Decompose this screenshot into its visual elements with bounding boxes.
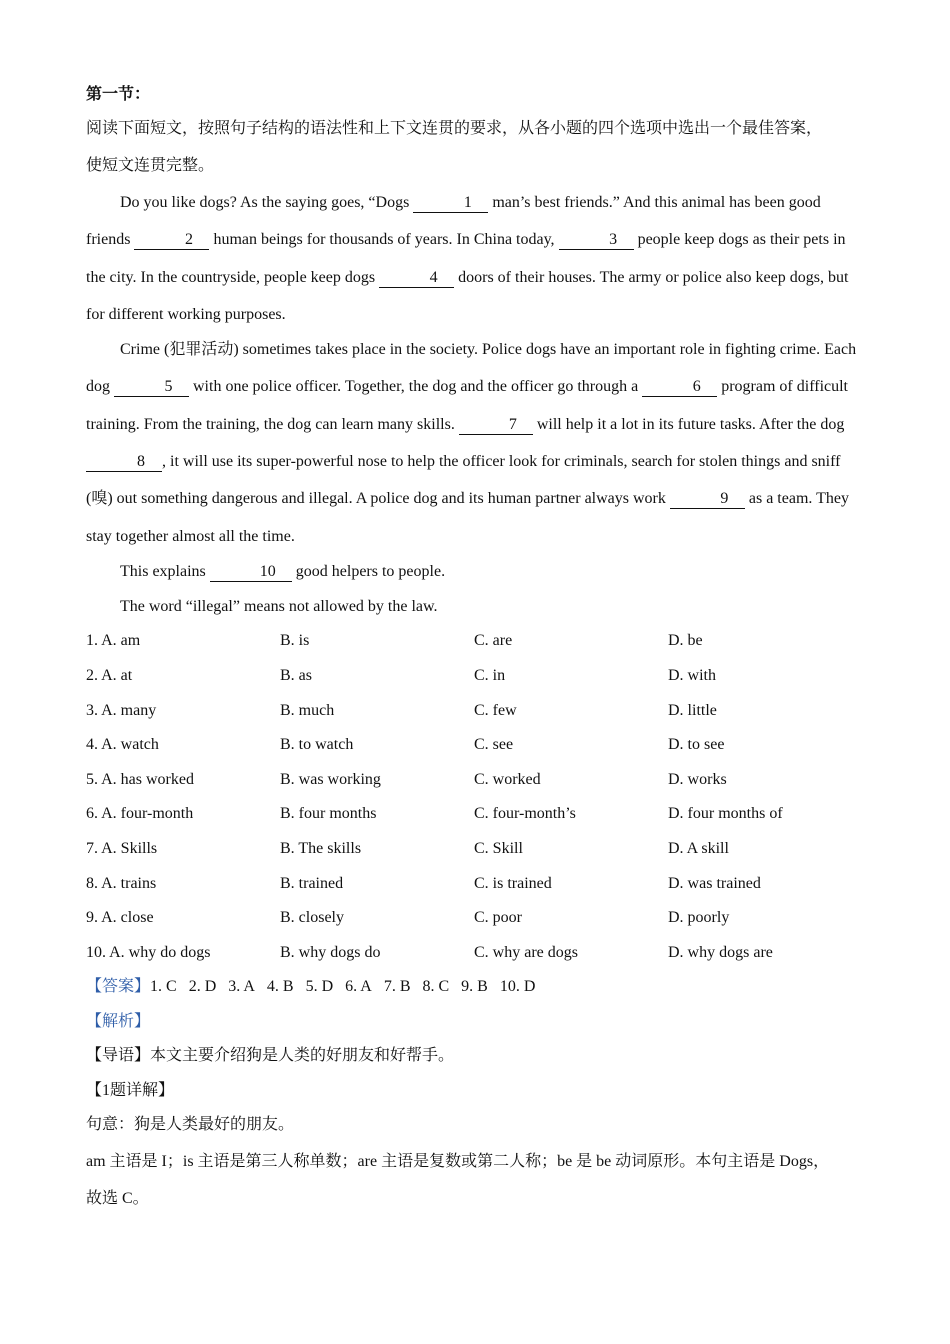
option-row (86, 866, 862, 901)
option-b: B. The skills (280, 840, 362, 858)
option-d: D. was trained (668, 874, 761, 892)
option-a: 7. A. Skills (86, 840, 158, 858)
instructions-line-2: 使短文连贯完整。 (86, 157, 215, 174)
passage-text: human beings for thousands of years. In China today, (209, 231, 559, 249)
option-a: 9. A. close (86, 909, 154, 927)
passage-text: doors of their houses. The army or police also keep dogs, but for different working purposes. (86, 268, 849, 323)
option-a: 8. A. trains (86, 874, 157, 892)
option-a: 10. A. why do dogs (86, 943, 211, 961)
option-row (86, 728, 862, 763)
option-row (86, 659, 862, 694)
answer-item: 9. B (461, 978, 488, 996)
answer-item: 3. A (228, 978, 255, 996)
option-c: C. see (474, 736, 514, 754)
passage-text: , it will use its super-powerful nose to help the officer look for criminals, search for stolen things and sniff (嗅) out something dangerous and illegal. A police dog and its human partner always work (86, 453, 841, 508)
q1-explanation-line-1: am 主语是 I；is 主语是第三人称单数；are 主语是复数或第二人称；be 是 be 动词原形。本句主语是 Dogs， (86, 1153, 830, 1171)
option-d: D. works (668, 770, 727, 788)
answer-item: 4. B (266, 978, 294, 996)
passage-paragraph-1 (86, 184, 862, 333)
option-c: C. in (474, 667, 506, 685)
option-a: 3. A. many (86, 701, 157, 719)
option-b: B. to watch (280, 736, 354, 754)
blank-5: 5 (114, 378, 189, 397)
option-b: B. trained (280, 874, 344, 892)
passage-text: with one police officer. Together, the dog and the officer go through a (189, 378, 643, 396)
option-b: B. closely (280, 909, 344, 927)
option-d: D. poorly (668, 909, 730, 927)
option-c: C. why are dogs (474, 943, 578, 961)
answer-item: 2. D (188, 978, 217, 996)
passage-text: Do you like dogs? As the saying goes, “Dogs (120, 194, 414, 211)
option-row (86, 936, 862, 971)
passage-text: good helpers to people. (291, 562, 446, 580)
option-b: B. as (280, 667, 312, 685)
analysis-label: 【解析】 (86, 1012, 151, 1030)
blank-3: 3 (559, 231, 634, 250)
passage-text: will help it a lot in its future tasks. After the dog (532, 415, 845, 433)
answer-label: 【答案】 (86, 978, 151, 996)
option-b: B. four months (280, 805, 377, 823)
answer-item: 1. C (150, 978, 177, 996)
option-a: 4. A. watch (86, 736, 159, 754)
passage-text: program of difficult training. From the training, the dog can learn many skills. (86, 378, 848, 433)
option-d: D. four months of (668, 805, 783, 823)
option-d: D. little (668, 701, 717, 719)
option-d: D. with (668, 667, 716, 685)
option-row (86, 797, 862, 832)
option-row (86, 624, 862, 659)
option-a: 2. A. at (86, 667, 133, 685)
blank-8: 8 (86, 453, 162, 472)
q1-explanation-line-2: 故选 C。 (86, 1190, 149, 1208)
answer-items (150, 978, 547, 995)
answer-item: 6. A (345, 978, 372, 996)
answer-item: 5. D (305, 978, 334, 996)
option-c: C. poor (474, 909, 522, 927)
option-c: C. worked (474, 770, 541, 788)
passage-text: This explains (120, 562, 210, 580)
option-c: C. are (474, 632, 513, 650)
answer-line (86, 970, 862, 1005)
option-c: C. is trained (474, 874, 552, 892)
intro-text: 【导语】本文主要介绍狗是人类的好朋友和好帮手。 (86, 1047, 455, 1065)
option-c: C. four-month’s (474, 805, 576, 823)
option-row (86, 763, 862, 798)
passage-text: Crime (犯罪活动) sometimes takes place in the society. Police dogs have an important role in fighting crime. Each dog (86, 341, 857, 396)
option-a: 5. A. has worked (86, 770, 194, 788)
answer-item: 7. B (383, 978, 411, 996)
option-b: B. why dogs do (280, 943, 381, 961)
passage-paragraph-4: The word “illegal” means not allowed by the law. (120, 597, 438, 615)
option-row (86, 693, 862, 728)
blank-4: 4 (379, 269, 454, 288)
section-title: 第一节： (86, 86, 151, 103)
answer-item: 10. D (499, 978, 536, 996)
blank-7: 7 (459, 416, 533, 435)
blank-10: 10 (210, 563, 292, 582)
passage-paragraph-2 (86, 331, 862, 555)
instructions-line-1: 阅读下面短文，按照句子结构的语法性和上下文连贯的要求，从各小题的四个选项中选出一个最佳答案， (86, 120, 823, 137)
option-d: D. be (668, 632, 703, 650)
option-row (86, 832, 862, 867)
passage-text: people keep dogs as their pets in the city. In the countryside, people keep dogs (86, 231, 846, 286)
passage-paragraph-3 (86, 555, 862, 590)
options-table (86, 624, 862, 970)
blank-1: 1 (413, 194, 488, 213)
option-a: 6. A. four-month (86, 805, 194, 823)
option-d: D. A skill (668, 840, 729, 858)
option-b: B. is (280, 632, 310, 650)
option-d: D. to see (668, 736, 725, 754)
option-b: B. was working (280, 770, 381, 788)
option-a: 1. A. am (86, 632, 141, 650)
option-c: C. Skill (474, 840, 523, 858)
q1-heading: 【1题详解】 (86, 1081, 175, 1099)
blank-6: 6 (642, 378, 717, 397)
answer-item: 8. C (422, 978, 450, 996)
document-page (86, 80, 862, 1217)
option-d: D. why dogs are (668, 943, 773, 961)
q1-meaning: 句意：狗是人类最好的朋友。 (86, 1116, 295, 1134)
blank-9: 9 (670, 490, 745, 509)
option-row (86, 901, 862, 936)
passage-text: as a team. They stay together almost all the time. (86, 490, 849, 545)
option-c: C. few (474, 701, 517, 719)
option-b: B. much (280, 701, 335, 719)
passage-text: man’s best friends.” And this animal has been good friends (86, 194, 821, 249)
blank-2: 2 (134, 231, 209, 250)
